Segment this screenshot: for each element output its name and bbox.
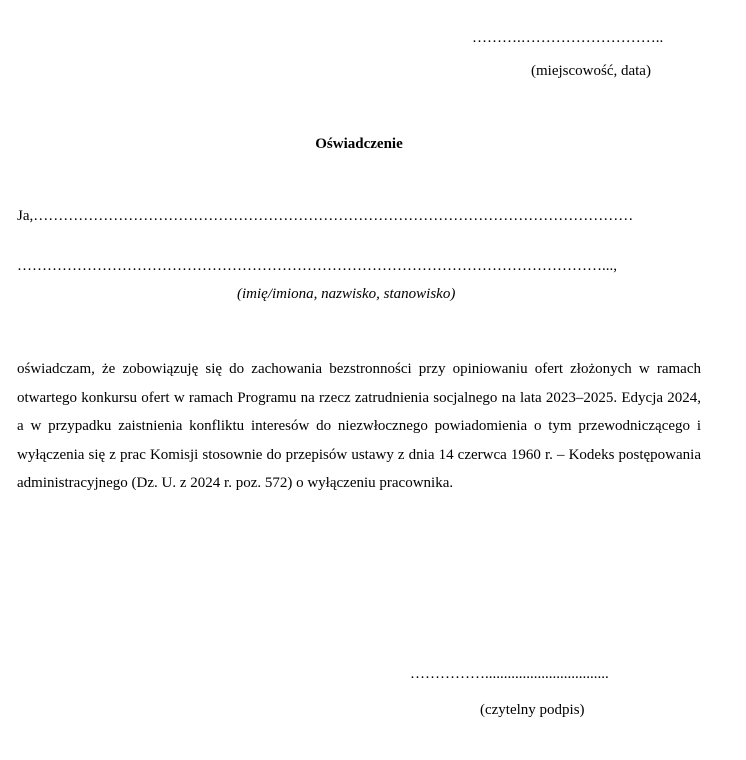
declarant-line-2: ………………………………………………………………………………………………………..., (17, 258, 617, 274)
document-title: Oświadczenie (315, 136, 403, 152)
signature-caption: (czytelny podpis) (480, 702, 585, 718)
declarant-line-1: Ja,………………………………………………………………………………………………………… (17, 208, 634, 224)
date-caption: (miejscowość, data) (531, 63, 651, 79)
declarant-caption: (imię/imiona, nazwisko, stanowisko) (237, 286, 456, 302)
declaration-paragraph: oświadczam, że zobowiązuję się do zachowania bezstronności przy opiniowaniu ofert złożonych w ramach otwartego konkursu ofert w ramach Programu na rzecz zatrudnienia socjalnego na lata 2023–2025. Edycja 2024, a w przypadku zaistnienia konfliktu interesów do niezwłocznego powiadomienia o tym przewodniczącego i wyłączenia się z prac Komisji stosownie do przepisów ustawy z dnia 14 czerwca 1960 r. – Kodeks postępowania administracyjnego (Dz. U. z 2024 r. poz. 572) o wyłączeniu pracownika. (17, 361, 701, 492)
signature-placeholder: ……………................................. (410, 666, 609, 682)
date-placeholder: ……….……………………….. (472, 30, 664, 46)
